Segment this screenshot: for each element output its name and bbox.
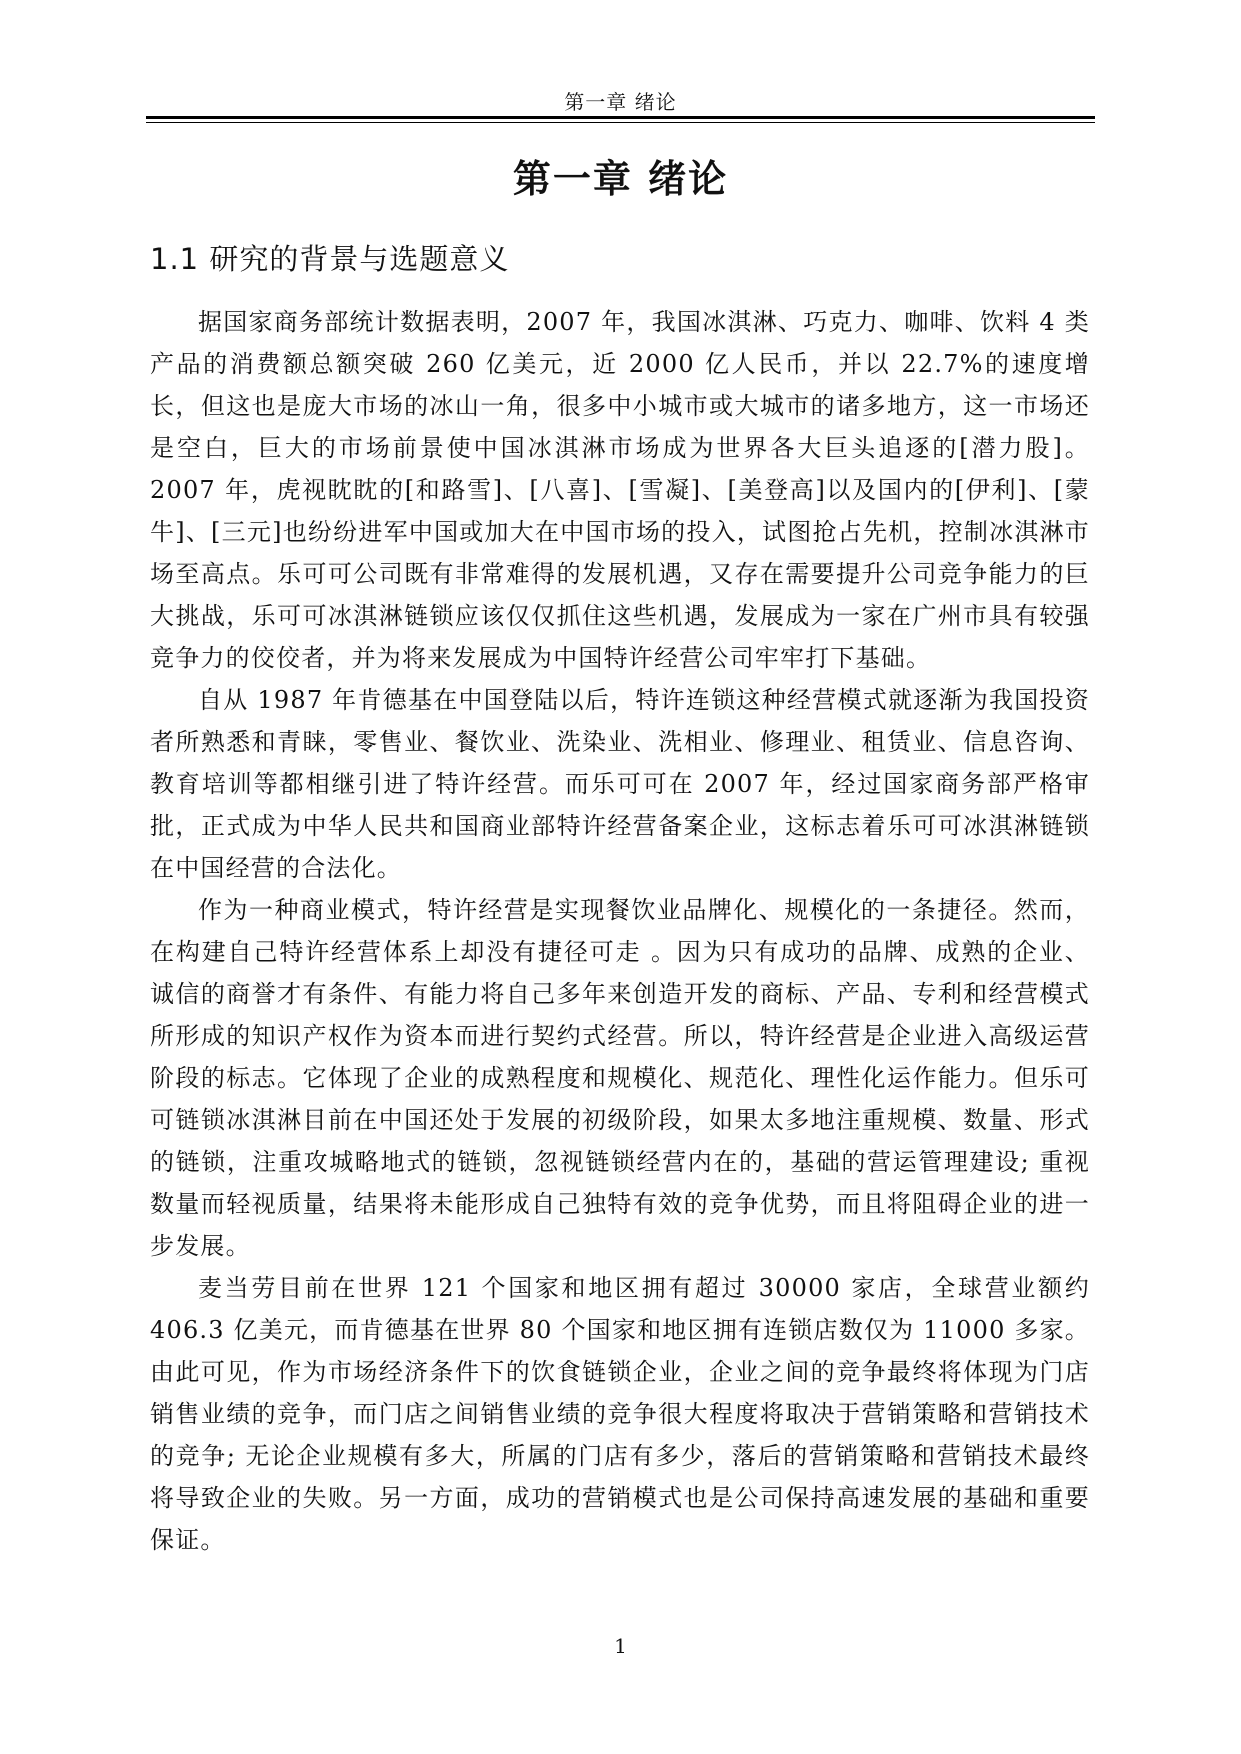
page-number: 1 — [614, 1634, 627, 1658]
header-rule — [146, 116, 1095, 123]
chapter-title: 第一章 绪论 — [512, 157, 729, 201]
paragraph: 据国家商务部统计数据表明，2007 年，我国冰淇淋、巧克力、咖啡、饮料 4 类产品的消费额总额突破 260 亿美元，近 2000 亿人民币，并以 22.7%的速度增长，但这也是庞大市场的冰山一角，很多中小城市或大城市的诸多地方，这一市场还是空白，巨大的市场前景使中国冰淇淋市场成为世界各大巨头追逐的[潜力股]。2007 年，虎视眈眈的[和路雪]、[八喜]、[雪凝]、[美登高]以及国内的[伊利]、[蒙牛]、[三元]也纷纷进军中国或加大在中国市场的投入，试图抢占先机，控制冰淇淋市场至高点。乐可可公司既有非常难得的发展机遇，又存在需要提升公司竞争能力的巨大挑战，乐可可冰淇淋链锁应该仅仅抓住这些机遇，发展成为一家在广州市具有较强竞争力的佼佼者，并为将来发展成为中国特许经营公司牢牢打下基础。 — [150, 308, 1090, 672]
section-heading: 1.1 研究的背景与选题意义 — [150, 242, 510, 276]
paragraph: 麦当劳目前在世界 121 个国家和地区拥有超过 30000 家店，全球营业额约 406.3 亿美元，而肯德基在世界 80 个国家和地区拥有连锁店数仅为 11000 多家。由此可见，作为市场经济条件下的饮食链锁企业，企业之间的竞争最终将体现为门店销售业绩的竞争，而门店之间销售业绩的竞争很大程度将取决于营销策略和营销技术的竞争; 无论企业规模有多大，所属的门店有多少，落后的营销策略和营销技术最终将导致企业的失败。另一方面，成功的营销模式也是公司保持高速发展的基础和重要保证。 — [150, 1274, 1090, 1554]
body-text — [150, 301, 1090, 1561]
paragraph: 自从 1987 年肯德基在中国登陆以后，特许连锁这种经营模式就逐渐为我国投资者所熟悉和青睐，零售业、餐饮业、洗染业、洗相业、修理业、租赁业、信息咨询、教育培训等都相继引进了特许经营。而乐可可在 2007 年，经过国家商务部严格审批，正式成为中华人民共和国商业部特许经营备案企业，这标志着乐可可冰淇淋链锁在中国经营的合法化。 — [150, 686, 1090, 882]
paragraph: 作为一种商业模式，特许经营是实现餐饮业品牌化、规模化的一条捷径。然而，在构建自己特许经营体系上却没有捷径可走 。因为只有成功的品牌、成熟的企业、诚信的商誉才有条件、有能力将自己多年来创造开发的商标、产品、专利和经营模式所形成的知识产权作为资本而进行契约式经营。所以，特许经营是企业进入高级运营阶段的标志。它体现了企业的成熟程度和规模化、规范化、理性化运作能力。但乐可可链锁冰淇淋目前在中国还处于发展的初级阶段，如果太多地注重规模、数量、形式的链锁，注重攻城略地式的链锁，忽视链锁经营内在的，基础的营运管理建设; 重视数量而轻视质量，结果将未能形成自己独特有效的竞争优势，而且将阻碍企业的进一步发展。 — [150, 896, 1090, 1260]
running-header: 第一章 绪论 — [564, 90, 677, 114]
